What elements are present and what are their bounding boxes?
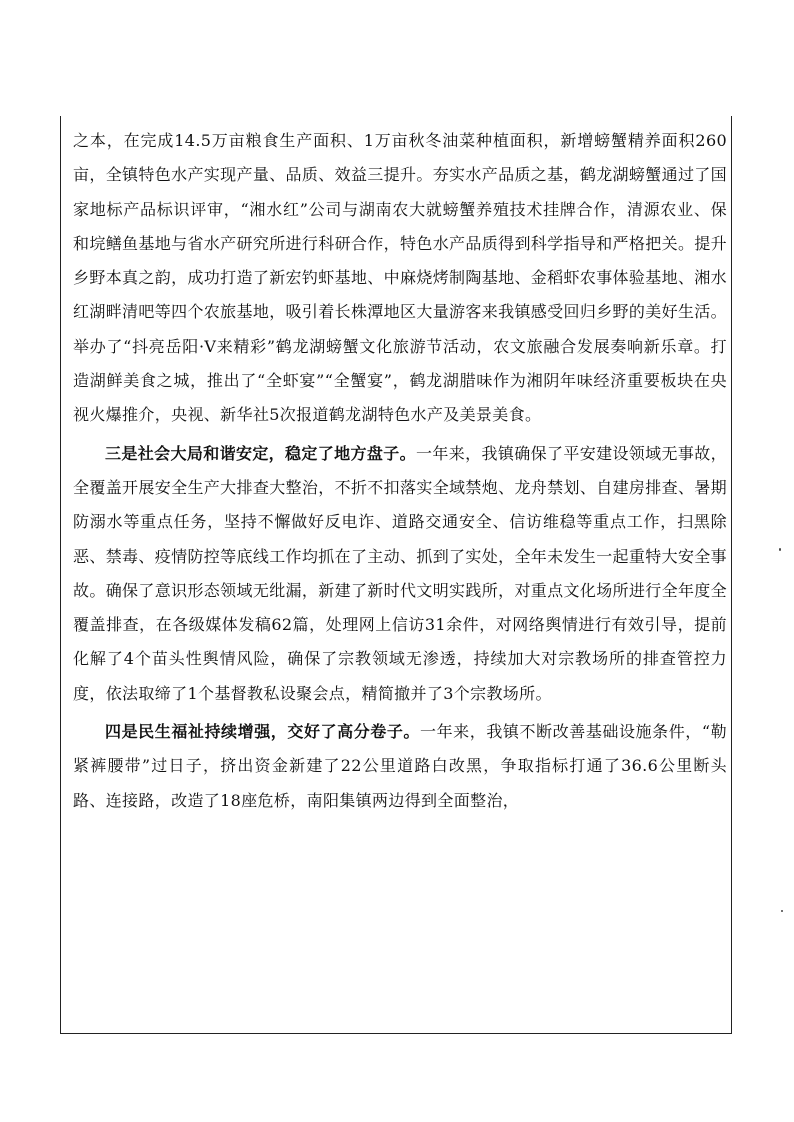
paragraph-livelihood	[73, 715, 727, 818]
paragraph-text: 之本，在完成14.5万亩粮食生产面积、1万亩秋冬油菜种植面积，新增螃蟹精养面积260亩，全镇特色水产实现产量、品质、效益三提升。夯实水产品质之基，鹤龙湖螃蟹通过了国家地标产品标识评审，“湘水红”公司与湖南农大就螃蟹养殖技术挂牌合作，清源农业、保和垸鳝鱼基地与省水产研究所进行科研合作，特色水产品质得到科学指导和严格把关。提升乡野本真之韵，成功打造了新宏钓虾基地、中麻烧烤制陶基地、金稻虾农事体验基地、湘水红湖畔清吧等四个农旅基地，吸引着长株潭地区大量游客来我镇感受回归乡野的美好生活。举办了“抖亮岳阳·V来精彩”鹤龙湖螃蟹文化旅游节活动，农文旅融合发展奏响新乐章。打造湖鲜美食之城，推出了“全虾宴”“全蟹宴”，鹤龙湖腊味作为湘阴年味经济重要板块在央视火爆推介，央视、新华社5次报道鹤龙湖特色水产及美景美食。	[73, 131, 728, 425]
scan-artifact-dot	[779, 548, 781, 551]
paragraph-text: 一年来，我镇不断改善基础设施条件，“勒紧裤腰带”过日子，挤出资金新建了22公里道路白改黑，争取指标打通了36.6公里断头路、连接路，改造了18座危桥，南阳集镇两边得到全面整治，	[73, 722, 727, 810]
paragraph-agriculture-tourism	[73, 124, 727, 433]
paragraph-heading: 四是民生福祉持续增强，交好了高分卷子。	[105, 722, 421, 742]
paragraph-social-stability	[73, 437, 727, 711]
document-body	[73, 124, 727, 818]
paragraph-text: 一年来，我镇确保了平安建设领域无事故，全覆盖开展安全生产大排查大整治，不折不扣落实全域禁炮、龙舟禁划、自建房排查、暑期防溺水等重点任务，坚持不懈做好反电诈、道路交通安全、信访维稳等重点工作，扫黑除恶、禁毒、疫情防控等底线工作均抓在了主动、抓到了实处，全年未发生一起重特大安全事故。确保了意识形态领域无纰漏，新建了新时代文明实践所，对重点文化场所进行全年度全覆盖排查，在各级媒体发稿62篇，处理网上信访31余件，对网络舆情进行有效引导，提前化解了4个苗头性舆情风险，确保了宗教领域无渗透，持续加大对宗教场所的排查管控力度，依法取缔了1个基督教私设聚会点，精简撤并了3个宗教场所。	[73, 443, 728, 703]
paragraph-heading: 三是社会大局和谐安定，稳定了地方盘子。	[105, 443, 417, 463]
scan-artifact-dot	[781, 910, 783, 912]
